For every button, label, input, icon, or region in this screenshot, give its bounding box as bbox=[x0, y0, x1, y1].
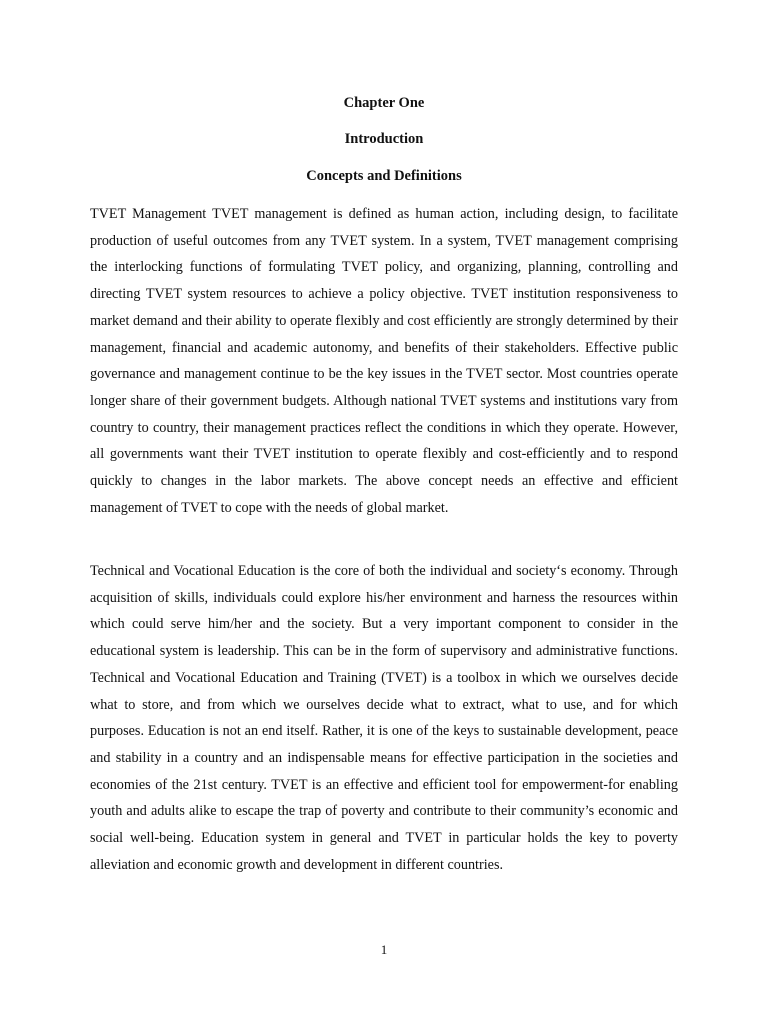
section-title: Concepts and Definitions bbox=[306, 168, 462, 184]
chapter-label: Chapter One bbox=[343, 95, 425, 111]
page-number: 1 bbox=[380, 942, 388, 957]
paragraph-tvet-management: TVET Management TVET management is defined as human action, including design, to facilitate production of useful outcomes from any TVET system. In a system, TVET management comprising the interlocking functions of formulating TVET policy, and organizing, planning, controlling and directing TVET system resources to achieve a policy objective. TVET institution responsiveness to market demand and their ability to operate flexibly and cost efficiently are strongly determined by their management, financial and academic autonomy, and benefits of their stakeholders. Effective public governance and management continue to be the key issues in the TVET sector. Most countries operate longer share of their government budgets. Although national TVET systems and institutions vary from country to country, their management practices reflect the conditions in which they operate. However, all governments want their TVET institution to operate flexibly and cost-efficiently and to respond quickly to changes in the labor markets. The above concept needs an effective and efficient management of TVET to cope with the needs of global market. bbox=[90, 206, 678, 516]
chapter-title: Introduction bbox=[344, 131, 424, 147]
paragraph-technical-vocational-education: Technical and Vocational Education is the core of both the individual and society‘s economy. Through acquisition of skills, individuals could explore his/her environment and harness the resources within which could serve him/her and the society. But a very important component to consider in the educational system is leadership. This can be in the form of supervisory and administrative functions. Technical and Vocational Education and Training (TVET) is a toolbox in which we ourselves decide what to store, and from which we ourselves decide what to extract, what to use, and for which purposes. Education is not an end itself. Rather, it is one of the keys to sustainable development, peace and stability in a country and an indispensable means for effective participation in the societies and economies of the 21st century. TVET is an effective and efficient tool for empowerment-for enabling youth and adults alike to escape the trap of poverty and contribute to their community’s economic and social well-being. Education system in general and TVET in particular holds the key to poverty alleviation and economic growth and development in different countries. bbox=[90, 563, 678, 873]
